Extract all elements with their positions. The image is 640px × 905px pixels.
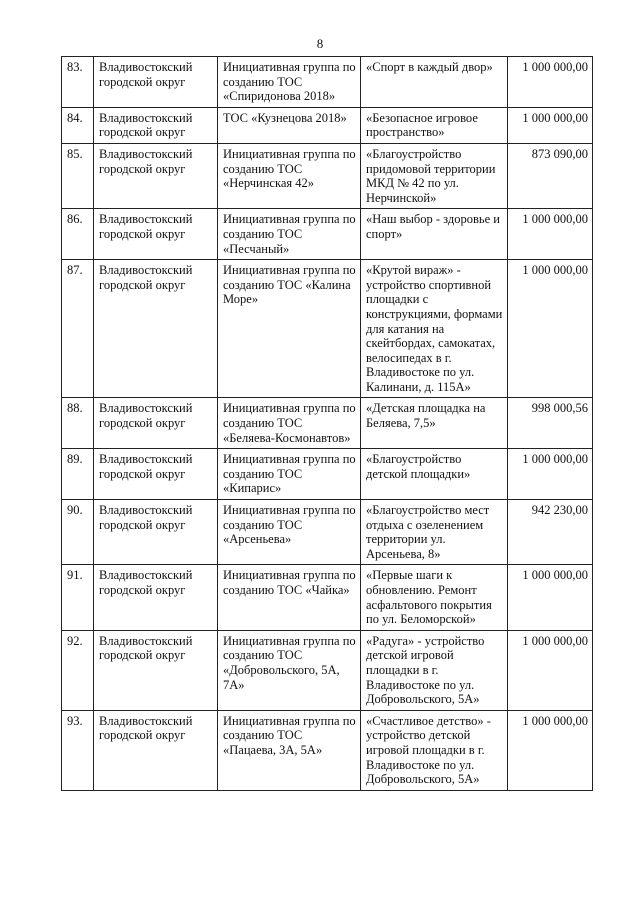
- municipality-cell: Владивостокский городской округ: [94, 710, 218, 790]
- table-row: [62, 260, 593, 398]
- amount-cell: 942 230,00: [508, 500, 593, 565]
- initiator-cell: Инициативная группа по созданию ТОС «Арсеньева»: [218, 500, 361, 565]
- amount-cell: 873 090,00: [508, 143, 593, 208]
- project-cell: «Благоустройство детской площадки»: [361, 449, 508, 500]
- table-row: [62, 107, 593, 143]
- municipality-cell: Владивостокский городской округ: [94, 57, 218, 108]
- table-row: [62, 565, 593, 630]
- project-cell: «Детская площадка на Беляева, 7,5»: [361, 398, 508, 449]
- row-number: 92.: [62, 630, 94, 710]
- table-row: [62, 209, 593, 260]
- project-cell: «Благоустройство мест отдыха с озеленением территории ул. Арсеньева, 8»: [361, 500, 508, 565]
- row-number: 90.: [62, 500, 94, 565]
- amount-cell: 1 000 000,00: [508, 57, 593, 108]
- table-row: [62, 143, 593, 208]
- municipality-cell: Владивостокский городской округ: [94, 500, 218, 565]
- project-cell: «Крутой вираж» - устройство спортивной площадки с конструкциями, формами для катания на скейтбордах, самокатах, велосипедах в г. Владивостоке по ул. Калинани, д. 115А»: [361, 260, 508, 398]
- table-row: [62, 398, 593, 449]
- table-row: [62, 57, 593, 108]
- row-number: 89.: [62, 449, 94, 500]
- amount-cell: 1 000 000,00: [508, 710, 593, 790]
- amount-cell: 1 000 000,00: [508, 449, 593, 500]
- grants-table: [61, 56, 593, 791]
- table-row: [62, 630, 593, 710]
- initiator-cell: Инициативная группа по созданию ТОС «Чайка»: [218, 565, 361, 630]
- project-cell: «Наш выбор - здоровье и спорт»: [361, 209, 508, 260]
- municipality-cell: Владивостокский городской округ: [94, 107, 218, 143]
- municipality-cell: Владивостокский городской округ: [94, 449, 218, 500]
- project-cell: «Благоустройство придомовой территории МКД № 42 по ул. Нерчинской»: [361, 143, 508, 208]
- initiator-cell: Инициативная группа по созданию ТОС «Песчаный»: [218, 209, 361, 260]
- table-row: [62, 500, 593, 565]
- project-cell: «Безопасное игровое пространство»: [361, 107, 508, 143]
- initiator-cell: Инициативная группа по созданию ТОС «Калина Море»: [218, 260, 361, 398]
- page-number: 8: [316, 36, 324, 51]
- project-cell: «Спорт в каждый двор»: [361, 57, 508, 108]
- row-number: 93.: [62, 710, 94, 790]
- table-row: [62, 449, 593, 500]
- project-cell: «Счастливое детство» - устройство детской игровой площадки в г. Владивостоке по ул. Добровольского, 5А»: [361, 710, 508, 790]
- municipality-cell: Владивостокский городской округ: [94, 209, 218, 260]
- initiator-cell: ТОС «Кузнецова 2018»: [218, 107, 361, 143]
- amount-cell: 1 000 000,00: [508, 260, 593, 398]
- row-number: 91.: [62, 565, 94, 630]
- initiator-cell: Инициативная группа по созданию ТОС «Кипарис»: [218, 449, 361, 500]
- row-number: 87.: [62, 260, 94, 398]
- initiator-cell: Инициативная группа по созданию ТОС «Спиридонова 2018»: [218, 57, 361, 108]
- municipality-cell: Владивостокский городской округ: [94, 260, 218, 398]
- amount-cell: 1 000 000,00: [508, 107, 593, 143]
- municipality-cell: Владивостокский городской округ: [94, 143, 218, 208]
- amount-cell: 1 000 000,00: [508, 565, 593, 630]
- municipality-cell: Владивостокский городской округ: [94, 630, 218, 710]
- initiator-cell: Инициативная группа по созданию ТОС «Беляева-Космонавтов»: [218, 398, 361, 449]
- amount-cell: 1 000 000,00: [508, 630, 593, 710]
- initiator-cell: Инициативная группа по созданию ТОС «Пацаева, 3А, 5А»: [218, 710, 361, 790]
- municipality-cell: Владивостокский городской округ: [94, 565, 218, 630]
- amount-cell: 998 000,56: [508, 398, 593, 449]
- row-number: 86.: [62, 209, 94, 260]
- initiator-cell: Инициативная группа по созданию ТОС «Добровольского, 5А, 7А»: [218, 630, 361, 710]
- project-cell: «Радуга» - устройство детской игровой площадки в г. Владивостоке по ул. Добровольского, 5А»: [361, 630, 508, 710]
- row-number: 84.: [62, 107, 94, 143]
- municipality-cell: Владивостокский городской округ: [94, 398, 218, 449]
- table-row: [62, 710, 593, 790]
- amount-cell: 1 000 000,00: [508, 209, 593, 260]
- project-cell: «Первые шаги к обновлению. Ремонт асфальтового покрытия по ул. Беломорской»: [361, 565, 508, 630]
- row-number: 83.: [62, 57, 94, 108]
- row-number: 88.: [62, 398, 94, 449]
- initiator-cell: Инициативная группа по созданию ТОС «Нерчинская 42»: [218, 143, 361, 208]
- row-number: 85.: [62, 143, 94, 208]
